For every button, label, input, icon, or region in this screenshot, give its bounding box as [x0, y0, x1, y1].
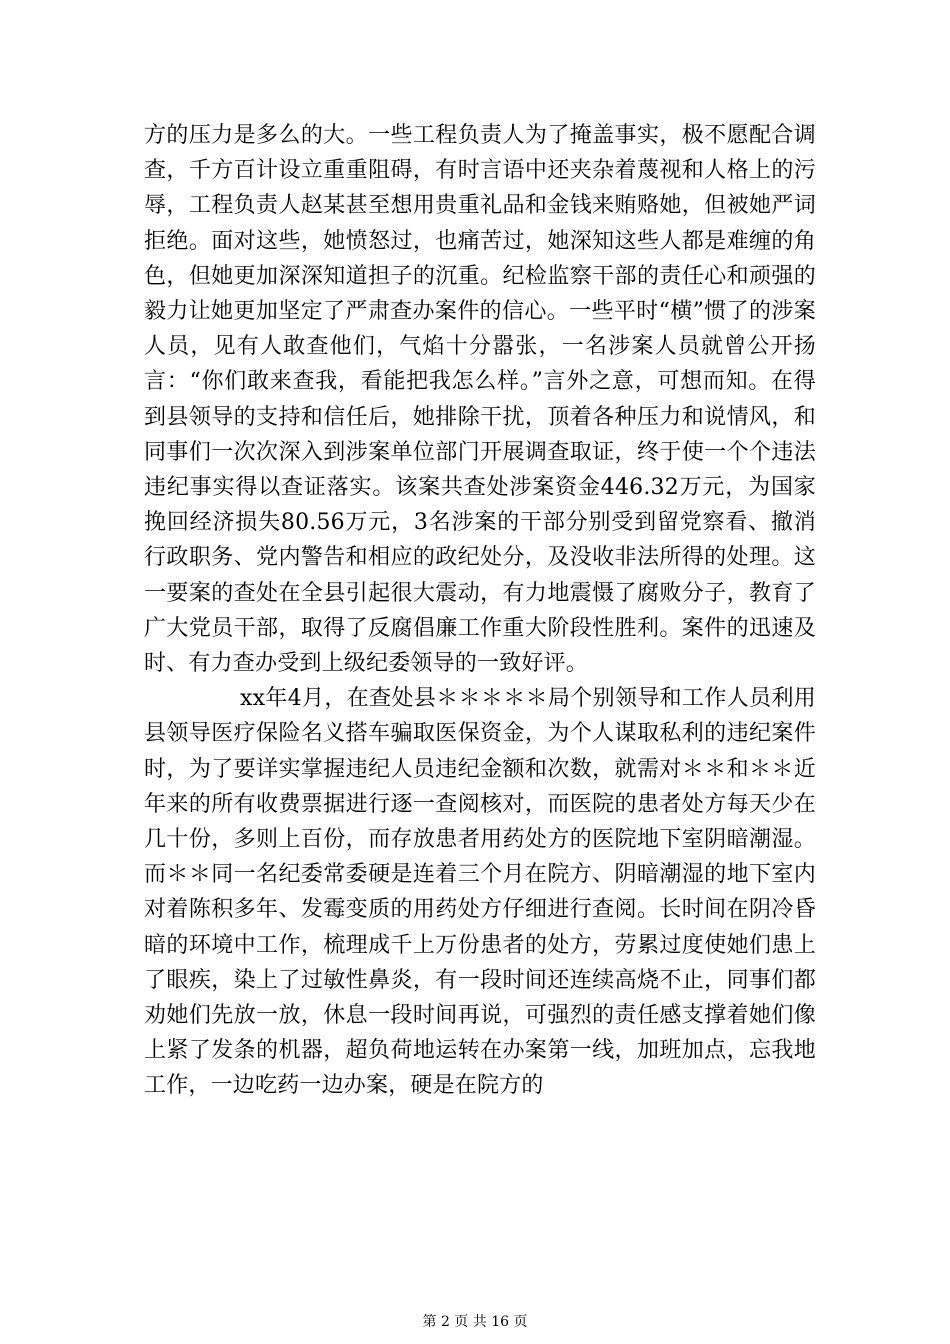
paragraph-1: 方的压力是多么的大。一些工程负责人为了掩盖事实，极不愿配合调查，千方百计设立重重阻碍，有时言语中还夹杂着蔑视和人格上的污辱，工程负责人赵某甚至想用贵重礼品和金钱来贿赂她，但被她严词拒绝。面对这些，她愤怒过，也痛苦过，她深知这些人都是难缠的角色，但她更加深深知道担子的沉重。纪检监察干部的责任心和顽强的毅力让她更加坚定了严肃查办案件的信心。一些平时“横”惯了的涉案人员，见有人敢查他们，气焰十分嚣张，一名涉案人员就曾公开扬言：“你们敢来查我，看能把我怎么样。”言外之意，可想而知。在得到县领导的支持和信任后，她排除干扰，顶着各种压力和说情风，和同事们一次次深入到涉案单位部门开展调查取证，终于使一个个违法违纪事实得以查证落实。该案共查处涉案资金446.32万元，为国家挽回经济损失80.56万元，3名涉案的干部分别受到留党察看、撤消行政职务、党内警告和相应的政纪处分，及没收非法所得的处理。这一要案的查处在全县引起很大震动，有力地震慑了腐败分子，教育了广大党员干部，取得了反腐倡廉工作重大阶段性胜利。案件的迅速及时、有力查办受到上级纪委领导的一致好评。	[144, 123, 816, 677]
page-number-footer: 第 2 页 共 16 页	[422, 1314, 528, 1330]
body-text	[144, 118, 816, 1104]
paragraph-2: xx年4月，在查处县＊＊＊＊＊局个别领导和工作人员利用县领导医疗保险名义搭车骗取医保资金，为个人谋取私利的违纪案件时，为了要详实掌握违纪人员违纪金额和次数，就需对＊＊和＊＊近年来的所有收费票据进行逐一查阅核对，而医院的患者处方每天少在几十份，多则上百份，而存放患者用药处方的医院地下室阴暗潮湿。而＊＊同一名纪委常委硬是连着三个月在院方、阴暗潮湿的地下室内对着陈积多年、发霉变质的用药处方仔细进行查阅。长时间在阴冷昏暗的环境中工作，梳理成千上万份患者的处方，劳累过度使她们患上了眼疾，染上了过敏性鼻炎，有一段时间还连续高烧不止，同事们都劝她们先放一放，休息一段时间再说，可强烈的责任感支撑着她们像上紧了发条的机器，超负荷地运转在办案第一线，加班加点，忘我地工作，一边吃药一边办案，硬是在院方的	[144, 686, 816, 1099]
